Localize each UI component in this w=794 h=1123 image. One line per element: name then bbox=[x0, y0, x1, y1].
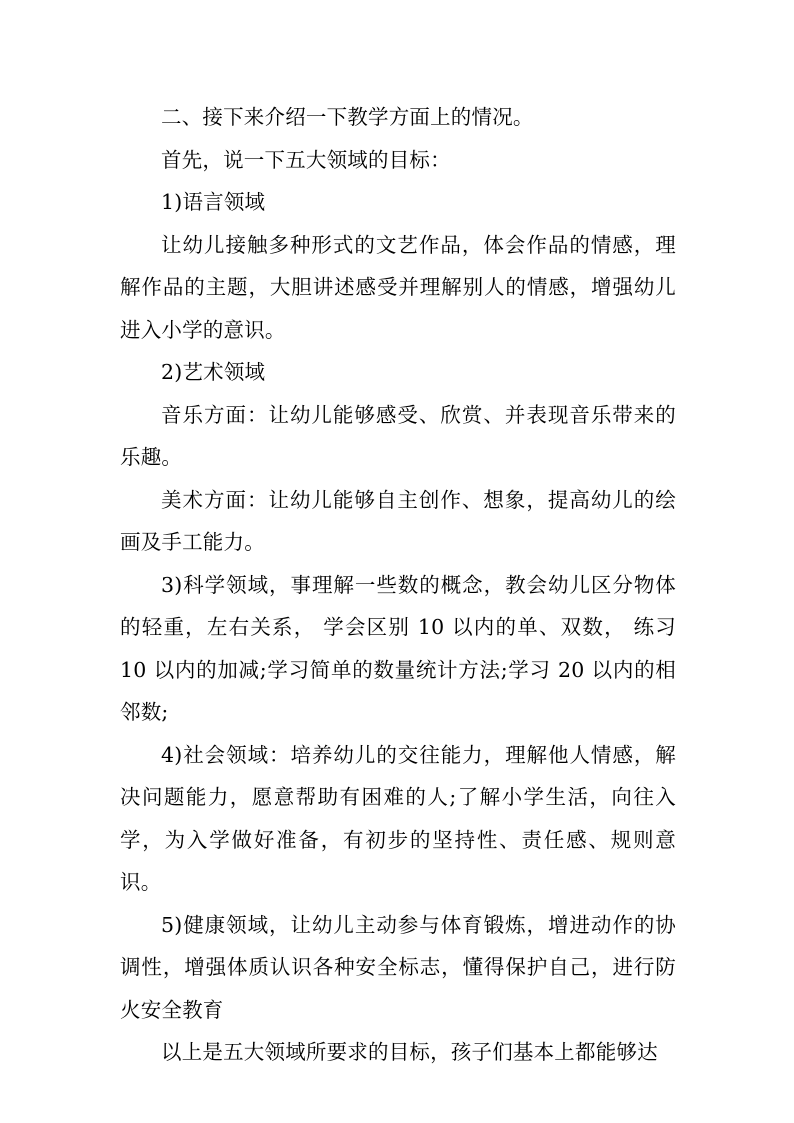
social-domain-paragraph: 4)社会领域：培养幼儿的交往能力，理解他人情感，解决问题能力，愿意帮助有困难的人;了解小学生活，向往入学，为入学做好准备，有初步的坚持性、责任感、规则意识。 bbox=[120, 742, 676, 894]
language-domain-paragraph: 让幼儿接触多种形式的文艺作品，体会作品的情感，理解作品的主题，大胆讲述感受并理解别人的情感，增强幼儿进入小学的意识。 bbox=[120, 232, 676, 342]
art-domain-heading: 2)艺术领域 bbox=[161, 360, 266, 384]
document-body bbox=[120, 96, 676, 1074]
health-domain-paragraph: 5)健康领域，让幼儿主动参与体育锻炼，增进动作的协调性，增强体质认识各种安全标志，懂得保护自己，进行防火安全教育 bbox=[120, 912, 676, 1022]
intro-paragraph: 首先，说一下五大领域的目标： bbox=[161, 147, 451, 172]
fine-art-paragraph: 美术方面：让幼儿能够自主创作、想象，提高幼儿的绘画及手工能力。 bbox=[120, 487, 676, 554]
science-domain-paragraph: 3)科学领域，事理解一些数的概念，教会幼儿区分物体的轻重，左右关系， 学会区别 10 以内的单、双数， 练习 10 以内的加减;学习简单的数量统计方法;学习 20 以内的相邻数; bbox=[120, 572, 676, 724]
music-paragraph: 音乐方面：让幼儿能够感受、欣赏、并表现音乐带来的乐趣。 bbox=[120, 402, 676, 469]
section-heading: 二、接下来介绍一下教学方面上的情况。 bbox=[161, 105, 534, 129]
language-domain-heading: 1)语言领域 bbox=[161, 190, 266, 214]
summary-paragraph: 以上是五大领域所要求的目标，孩子们基本上都能够达 bbox=[161, 1040, 658, 1064]
